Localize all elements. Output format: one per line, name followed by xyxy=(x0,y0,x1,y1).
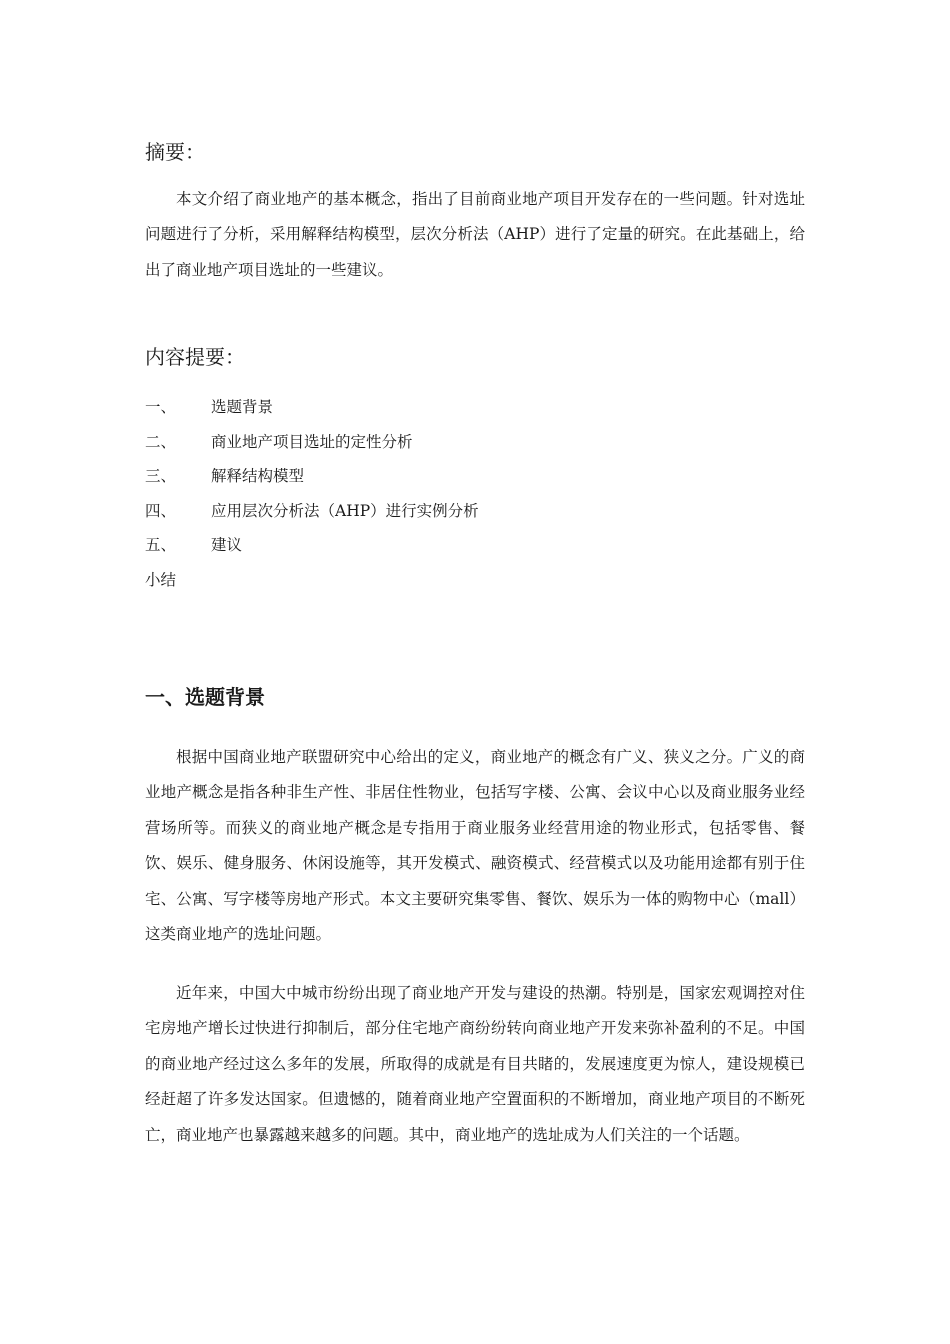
contents-item xyxy=(145,425,479,460)
contents-item-label: 选题背景 xyxy=(211,398,274,416)
contents-item-number: 五、 xyxy=(145,536,177,555)
contents-item-label: 建议 xyxy=(211,536,243,555)
contents-list xyxy=(145,390,479,598)
contents-item xyxy=(145,390,479,425)
contents-item-label: 解释结构模型 xyxy=(211,467,305,486)
contents-item-label: 应用层次分析法（AHP）进行实例分析 xyxy=(211,501,479,520)
contents-item-label: 商业地产项目选址的定性分析 xyxy=(211,432,413,451)
contents-heading: 内容提要： xyxy=(145,345,245,369)
contents-item-number: 三、 xyxy=(145,467,177,486)
contents-item xyxy=(145,459,479,494)
abstract-heading: 摘要： xyxy=(145,140,205,164)
contents-item-number: 一、 xyxy=(145,398,177,416)
section-paragraph: 近年来，中国大中城市纷纷出现了商业地产开发与建设的热潮。特别是，国家宏观调控对住宅房地产增长过快进行抑制后，部分住宅地产商纷纷转向商业地产开发来弥补盈利的不足。中国的商业地产经过这么多年的发展，所取得的成就是有目共睹的，发展速度更为惊人，建设规模已经赶超了许多发达国家。但遗憾的，随着商业地产空置面积的不断增加，商业地产项目的不断死亡，商业地产也暴露越来越多的问题。其中，商业地产的选址成为人们关注的一个话题。 xyxy=(145,984,805,1144)
contents-item xyxy=(145,528,479,563)
contents-item xyxy=(145,494,479,529)
contents-item xyxy=(145,563,479,598)
abstract-text: 本文介绍了商业地产的基本概念，指出了目前商业地产项目开发存在的一些问题。针对选址问题进行了分析，采用解释结构模型，层次分析法（AHP）进行了定量的研究。在此基础上，给出了商业地产项目选址的一些建议。 xyxy=(145,190,805,279)
contents-item-number: 四、 xyxy=(145,501,177,520)
contents-item-label: 小结 xyxy=(145,570,177,589)
section-paragraph: 根据中国商业地产联盟研究中心给出的定义，商业地产的概念有广义、狭义之分。广义的商业地产概念是指各种非生产性、非居住性物业，包括写字楼、公寓、会议中心以及商业服务业经营场所等。而狭义的商业地产概念是专指用于商业服务业经营用途的物业形式，包括零售、餐饮、娱乐、健身服务、休闲设施等，其开发模式、融资模式、经营模式以及功能用途都有别于住宅、公寓、写字楼等房地产形式。本文主要研究集零售、餐饮、娱乐为一体的购物中心（mall）这类商业地产的选址问题。 xyxy=(145,748,805,944)
contents-item-number: 二、 xyxy=(145,432,177,451)
section-heading: 一、选题背景 xyxy=(145,685,265,709)
